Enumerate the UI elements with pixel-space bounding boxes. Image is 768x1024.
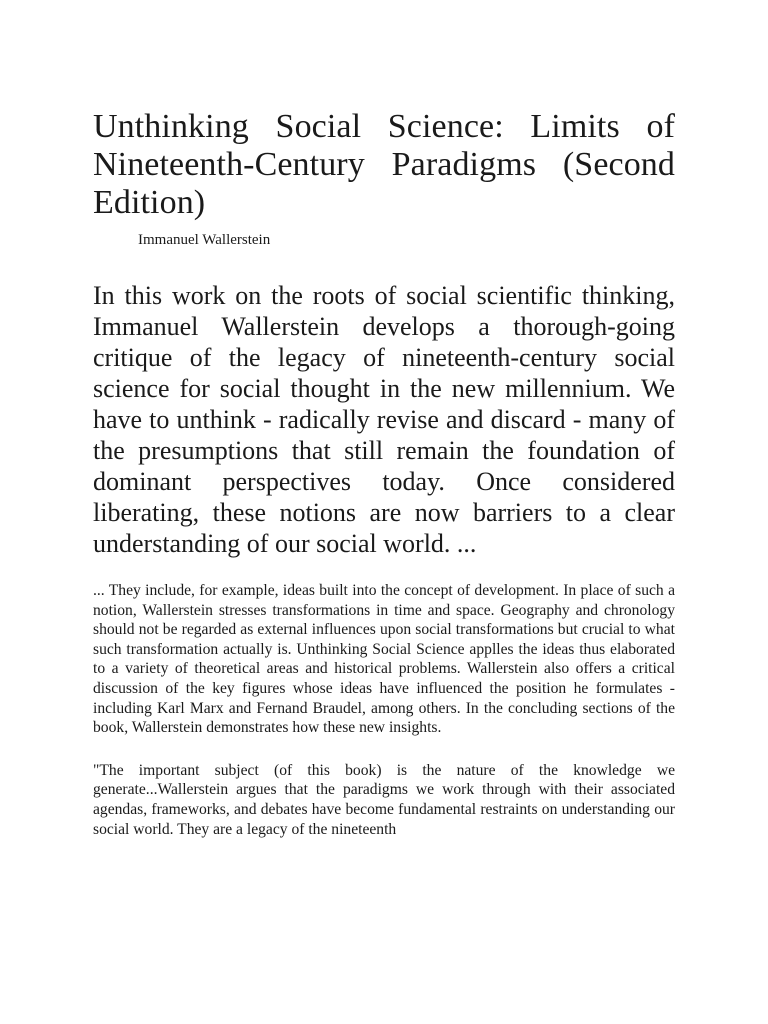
quote-paragraph: "The important subject (of this book) is the nature of the knowledge we generate...Wallerstein argues that the paradigms we work through with their associated agendas, frameworks, and debates have become fundamental restraints on understanding our social world. They are a legacy of the nineteenth	[93, 761, 675, 838]
author-name: Immanuel Wallerstein	[138, 232, 271, 248]
lead-paragraph: In this work on the roots of social scientific thinking, Immanuel Wallerstein develops a thorough-going critique of the legacy of nineteenth-century social science for social thought in the new millennium. We have to unthink - radically revise and discard - many of the presumptions that still remain the foundation of dominant perspectives today. Once considered liberating, these notions are now barriers to a clear understanding of our social world. ...	[93, 281, 675, 558]
body-paragraph: ... They include, for example, ideas built into the concept of development. In place of such a notion, Wallerstein stresses transformations in time and space. Geography and chronology should not be regarded as external influences upon social transformations but crucial to what such transformation actually is. Unthinking Social Science applles the ideas thus elaborated to a variety of theoretical areas and historical problems. Wallerstein also offers a critical discussion of the key figures whose ideas have influenced the position he formulates - including Karl Marx and Fernand Braudel, among others. In the concluding sections of the book, Wallerstein demonstrates how these new insights.	[93, 582, 675, 737]
document-page	[93, 108, 675, 839]
document-title: Unthinking Social Science: Limits of Nineteenth-Century Paradigms (Second Edition)	[93, 108, 675, 221]
